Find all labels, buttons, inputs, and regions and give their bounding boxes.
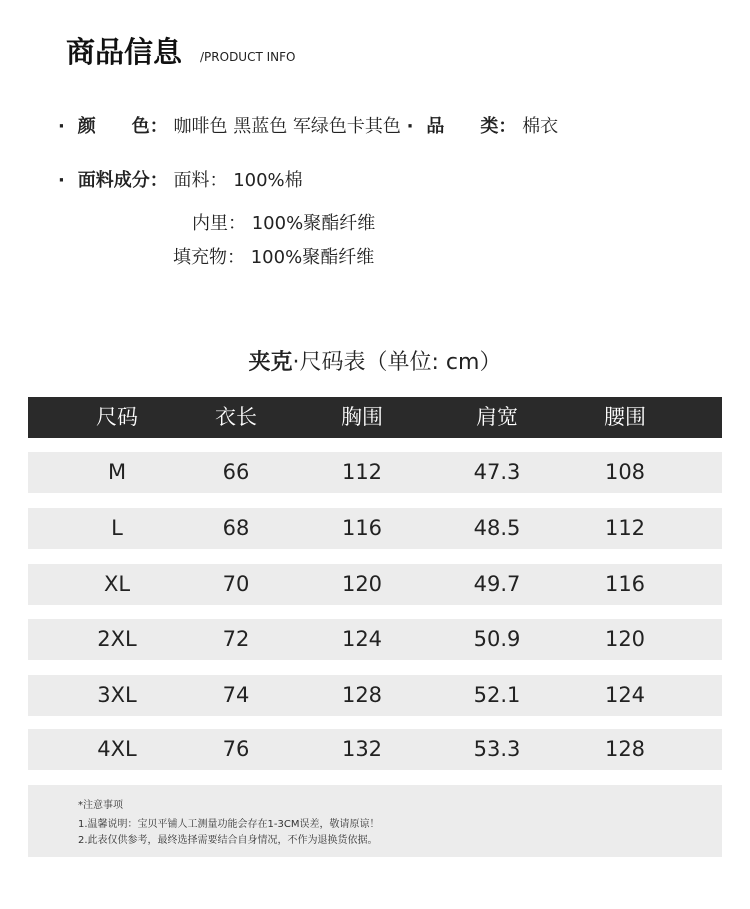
table-cell: 112	[604, 516, 646, 540]
header-cell: 衣长	[215, 405, 257, 429]
table-row	[28, 452, 722, 493]
table-cell: 2XL	[97, 627, 137, 651]
bullet: ·	[58, 116, 65, 137]
table-cell: 52.1	[473, 683, 521, 707]
bullet: ·	[58, 170, 65, 191]
lining-row	[192, 209, 375, 235]
table-cell: 68	[222, 516, 250, 540]
table-cell: 116	[341, 516, 383, 540]
notes-heading: *注意事项	[78, 800, 123, 811]
table-cell: 4XL	[97, 737, 137, 761]
size-table-title-bold: 夹克	[248, 350, 293, 375]
table-cell: 49.7	[473, 572, 521, 596]
fabric-row	[58, 166, 303, 192]
color-value: 咖啡色 黑蓝色 军绿色卡其色	[173, 116, 401, 137]
table-cell: 50.9	[473, 627, 521, 651]
header-cell: 胸围	[341, 405, 383, 429]
table-cell: 112	[341, 460, 383, 484]
notes-box	[28, 785, 722, 857]
table-cell: L	[111, 516, 123, 540]
fabric-sub2-label: 内里：	[192, 213, 246, 234]
table-cell: 48.5	[473, 516, 521, 540]
table-cell: 53.3	[473, 737, 521, 761]
table-cell: 3XL	[97, 683, 137, 707]
table-cell: 128	[341, 683, 383, 707]
table-cell: 128	[604, 737, 646, 761]
header-cell: 腰围	[604, 405, 646, 429]
table-cell: 124	[604, 683, 646, 707]
table-cell: 70	[222, 572, 250, 596]
fabric-sub1-label: 面料：	[173, 170, 228, 191]
fabric-sub2-value: 100%聚酯纤维	[251, 213, 376, 234]
category-value: 棉衣	[522, 116, 559, 137]
table-cell: 108	[604, 460, 646, 484]
table-cell: 76	[222, 737, 250, 761]
filling-row	[173, 243, 374, 269]
table-row	[28, 675, 722, 716]
table-cell: 72	[222, 627, 250, 651]
notes-line: 2.此表仅供参考，最终选择需要结合自身情况，不作为退换货依据。	[78, 835, 378, 846]
table-row	[28, 729, 722, 770]
table-cell: 120	[341, 572, 383, 596]
fabric-label: 面料成分：	[77, 170, 168, 191]
table-cell: 47.3	[473, 460, 521, 484]
title-main: 商品信息	[66, 35, 183, 69]
table-row	[28, 619, 722, 660]
header-cell: 肩宽	[476, 405, 518, 429]
table-cell: M	[107, 460, 127, 484]
table-row	[28, 564, 722, 605]
fabric-sub1-value: 100%棉	[233, 170, 303, 191]
title-subtitle: /PRODUCT INFO	[200, 50, 296, 64]
table-cell: 116	[604, 572, 646, 596]
table-cell: 124	[341, 627, 383, 651]
fabric-sub3-label: 填充物：	[173, 247, 245, 268]
notes-line: 1.温馨说明：宝贝平铺人工测量功能会存在1-3CM误差，敬请原谅！	[78, 819, 380, 830]
table-cell: 66	[222, 460, 250, 484]
size-table-title-rest: ·尺码表（单位: cm）	[292, 350, 502, 375]
size-table-header	[28, 397, 722, 438]
color-row	[58, 112, 558, 138]
table-row	[28, 508, 722, 549]
fabric-sub3-value: 100%聚酯纤维	[250, 247, 375, 268]
category-label: 品 类：	[426, 116, 517, 137]
size-table-title	[0, 345, 750, 376]
bullet: ·	[406, 116, 414, 137]
table-cell: XL	[103, 572, 131, 596]
table-cell: 132	[341, 737, 383, 761]
color-label: 颜 色：	[77, 116, 168, 137]
header-cell: 尺码	[96, 405, 138, 429]
table-cell: 74	[222, 683, 250, 707]
table-cell: 120	[604, 627, 646, 651]
